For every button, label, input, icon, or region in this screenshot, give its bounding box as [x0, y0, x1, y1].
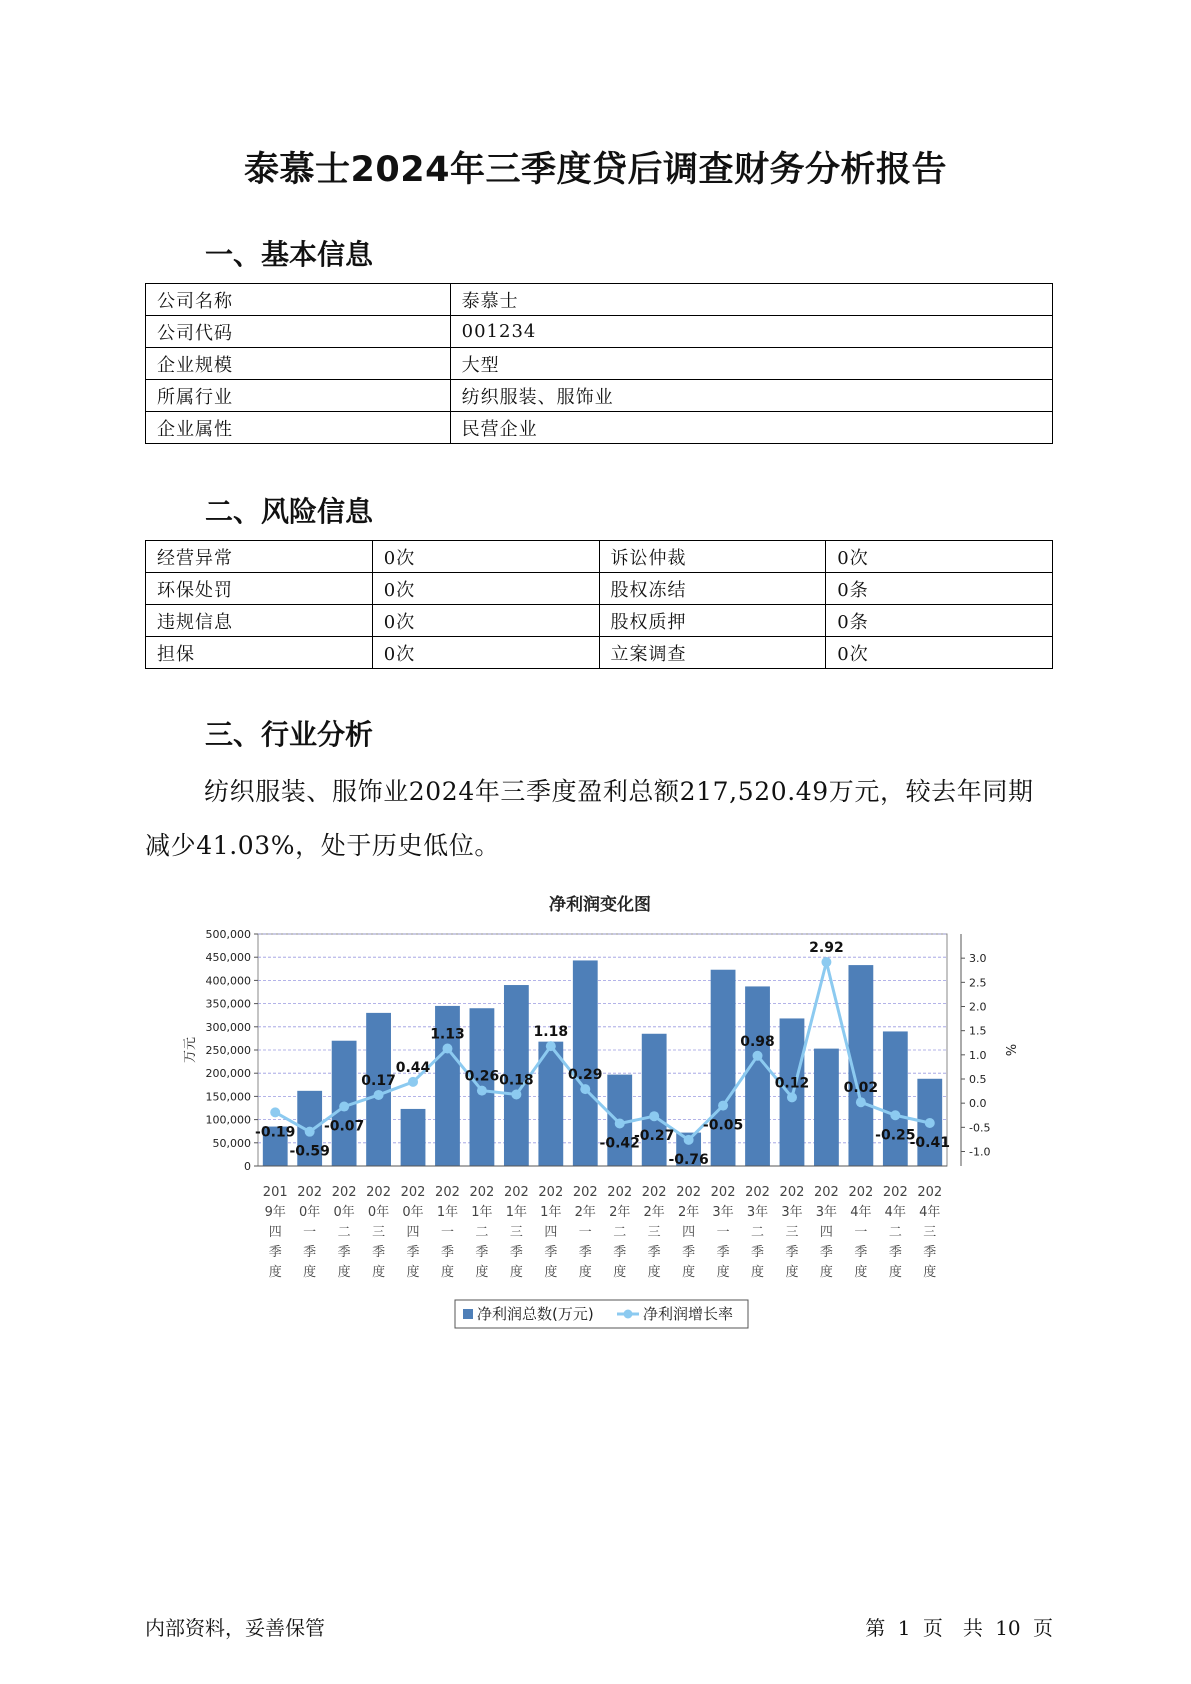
- x-tick-label: 201: [262, 1185, 288, 1200]
- risk-value: 0条: [826, 573, 1053, 605]
- x-tick-label: 三: [509, 1225, 523, 1240]
- growth-rate-point: [305, 1127, 315, 1137]
- risk-value: 0次: [372, 605, 599, 637]
- x-tick-label: 度: [578, 1265, 592, 1280]
- x-tick-label: 202: [607, 1185, 633, 1200]
- industry-analysis-paragraph: 纺织服装、服饰业2024年三季度盈利总额217,520.49万元，较去年同期减少41.03%，处于历史低位。: [145, 777, 1034, 860]
- growth-rate-data-label: 0.98: [740, 1033, 775, 1050]
- y-right-tick-label: 2.0: [969, 1000, 987, 1014]
- risk-label: 违规信息: [146, 605, 373, 637]
- table-row: [146, 284, 1053, 316]
- x-tick-label: 202: [745, 1185, 770, 1200]
- growth-rate-point: [580, 1084, 590, 1094]
- y-left-tick-label: 350,000: [205, 997, 251, 1011]
- growth-rate-data-label: 0.26: [464, 1068, 500, 1085]
- x-tick-label: 度: [303, 1265, 317, 1280]
- growth-rate-data-label: -0.59: [289, 1143, 330, 1160]
- bar: [711, 970, 736, 1166]
- x-tick-label: 202: [676, 1185, 702, 1200]
- basic-info-value: 大型: [450, 348, 1052, 380]
- x-tick-label: 202: [882, 1185, 908, 1200]
- growth-rate-point: [374, 1090, 384, 1100]
- table-row: [146, 605, 1053, 637]
- x-tick-label: 0年: [333, 1205, 355, 1220]
- growth-rate-data-label: -0.76: [668, 1151, 709, 1168]
- x-tick-label: 季: [888, 1245, 902, 1260]
- y-right-tick-label: 2.5: [969, 976, 987, 990]
- y-right-tick-label: 1.5: [969, 1024, 987, 1038]
- x-tick-label: 二: [888, 1225, 902, 1240]
- legend-line-label: 净利润增长率: [643, 1305, 734, 1323]
- growth-rate-point: [615, 1118, 625, 1128]
- risk-info-table: [145, 540, 1053, 669]
- x-tick-label: 度: [337, 1265, 351, 1280]
- growth-rate-data-label: 1.18: [533, 1024, 569, 1041]
- x-tick-label: 3年: [781, 1205, 803, 1220]
- x-tick-label: 度: [923, 1265, 937, 1280]
- growth-rate-point: [856, 1097, 866, 1107]
- y-left-tick-label: 150,000: [205, 1090, 251, 1104]
- x-tick-label: 季: [751, 1245, 765, 1260]
- table-row: [146, 348, 1053, 380]
- x-tick-label: 202: [366, 1185, 391, 1200]
- basic-info-value: 泰慕士: [450, 284, 1052, 316]
- x-tick-label: 2年: [677, 1205, 700, 1220]
- risk-label: 经营异常: [146, 541, 373, 573]
- net-profit-chart: [180, 880, 1020, 1345]
- x-tick-label: 季: [509, 1245, 523, 1260]
- x-tick-label: 1年: [471, 1205, 493, 1220]
- x-tick-label: 三: [372, 1225, 386, 1240]
- page-current: 1: [897, 1616, 911, 1640]
- x-tick-label: 季: [819, 1245, 833, 1260]
- basic-info-label: 企业规模: [146, 348, 451, 380]
- basic-info-label: 企业属性: [146, 412, 451, 444]
- report-title: 泰慕士2024年三季度贷后调查财务分析报告: [244, 150, 947, 190]
- chart-title: 净利润变化图: [549, 895, 651, 915]
- growth-rate-data-label: 0.17: [361, 1072, 396, 1089]
- x-tick-label: 二: [475, 1225, 489, 1240]
- x-tick-label: 四: [268, 1225, 282, 1240]
- x-tick-label: 度: [888, 1265, 902, 1280]
- x-tick-label: 202: [297, 1185, 323, 1200]
- x-tick-label: 202: [331, 1185, 357, 1200]
- growth-rate-data-label: 2.92: [809, 940, 844, 957]
- basic-info-value: 001234: [450, 316, 1052, 348]
- growth-rate-point: [270, 1107, 280, 1117]
- growth-rate-data-label: 0.44: [395, 1059, 431, 1076]
- growth-rate-data-label: -0.41: [909, 1134, 950, 1151]
- x-tick-label: 9年: [264, 1205, 286, 1220]
- x-tick-label: 季: [372, 1245, 386, 1260]
- table-row: [146, 316, 1053, 348]
- x-tick-label: 3年: [746, 1205, 769, 1220]
- y-right-axis-title: %: [1002, 1043, 1017, 1057]
- risk-label: 立案调查: [599, 637, 826, 669]
- table-row: [146, 380, 1053, 412]
- risk-value: 0次: [826, 541, 1053, 573]
- y-left-tick-label: 250,000: [205, 1044, 251, 1057]
- x-tick-label: 四: [819, 1225, 833, 1240]
- x-tick-label: 202: [503, 1185, 529, 1200]
- table-row: [146, 573, 1053, 605]
- basic-info-label: 公司名称: [146, 284, 451, 316]
- x-tick-label: 季: [682, 1245, 696, 1260]
- x-tick-label: 度: [406, 1265, 420, 1280]
- x-tick-label: 三: [785, 1225, 799, 1240]
- x-tick-label: 度: [475, 1265, 489, 1280]
- x-tick-label: 季: [303, 1245, 317, 1260]
- basic-info-label: 所属行业: [146, 380, 451, 412]
- growth-rate-point: [718, 1101, 728, 1111]
- section-heading-risk-info: 二、风险信息: [205, 495, 374, 528]
- x-tick-label: 季: [268, 1245, 282, 1260]
- risk-label: 环保处罚: [146, 573, 373, 605]
- growth-rate-point: [511, 1089, 521, 1099]
- x-tick-label: 202: [779, 1185, 805, 1200]
- x-tick-label: 0年: [402, 1205, 424, 1220]
- x-tick-label: 季: [785, 1245, 799, 1260]
- x-tick-label: 202: [435, 1185, 460, 1200]
- basic-info-label: 公司代码: [146, 316, 451, 348]
- x-tick-label: 一: [303, 1225, 317, 1240]
- y-right-tick-label: 0.5: [969, 1073, 987, 1086]
- table-row: [146, 541, 1053, 573]
- x-tick-label: 1年: [436, 1205, 459, 1220]
- legend-bar-label: 净利润总数(万元): [477, 1305, 594, 1323]
- x-tick-label: 三: [647, 1225, 661, 1240]
- x-tick-label: 季: [613, 1245, 627, 1260]
- risk-label: 股权质押: [599, 605, 826, 637]
- bar: [642, 1034, 667, 1166]
- growth-rate-data-label: -0.27: [633, 1128, 675, 1145]
- legend-line-marker: [624, 1310, 633, 1319]
- x-tick-label: 季: [716, 1245, 730, 1260]
- x-tick-label: 季: [475, 1245, 489, 1260]
- x-tick-label: 季: [923, 1245, 937, 1260]
- x-tick-label: 度: [819, 1265, 833, 1280]
- y-left-tick-label: 500,000: [205, 928, 251, 941]
- y-left-tick-label: 450,000: [205, 951, 251, 965]
- growth-rate-point: [753, 1051, 763, 1061]
- x-tick-label: 4年: [884, 1205, 906, 1220]
- x-tick-label: 度: [854, 1265, 868, 1280]
- y-left-tick-label: 300,000: [205, 1020, 251, 1034]
- x-tick-label: 2年: [574, 1205, 596, 1220]
- x-tick-label: 202: [400, 1185, 426, 1200]
- y-right-tick-label: 3.0: [969, 952, 987, 966]
- x-tick-label: 2年: [643, 1205, 665, 1220]
- x-tick-label: 季: [647, 1245, 661, 1260]
- basic-info-value: 民营企业: [450, 412, 1052, 444]
- x-tick-label: 4年: [850, 1205, 872, 1220]
- x-tick-label: 度: [785, 1265, 799, 1280]
- x-tick-label: 202: [710, 1185, 736, 1200]
- y-right-tick-label: 1.0: [969, 1048, 987, 1062]
- x-tick-label: 四: [406, 1225, 420, 1240]
- growth-rate-point: [408, 1077, 418, 1087]
- x-tick-label: 季: [337, 1245, 351, 1260]
- x-tick-label: 一: [440, 1225, 454, 1240]
- x-tick-label: 一: [578, 1225, 592, 1240]
- growth-rate-data-label: 0.12: [774, 1075, 810, 1092]
- x-tick-label: 三: [923, 1225, 937, 1240]
- x-tick-label: 202: [572, 1185, 598, 1200]
- growth-rate-point: [890, 1110, 900, 1120]
- x-tick-label: 202: [469, 1185, 495, 1200]
- page-prefix: 第: [865, 1616, 886, 1640]
- x-tick-label: 二: [751, 1225, 765, 1240]
- x-tick-label: 度: [647, 1265, 661, 1280]
- growth-rate-data-label: -0.42: [599, 1135, 640, 1152]
- risk-value: 0次: [826, 637, 1053, 669]
- section-heading-basic-info: 一、基本信息: [205, 238, 374, 271]
- x-tick-label: 202: [814, 1185, 839, 1200]
- x-tick-label: 季: [544, 1245, 558, 1260]
- x-tick-label: 202: [917, 1185, 943, 1200]
- page-mid: 页 共: [922, 1616, 983, 1640]
- y-right-tick-label: -0.5: [969, 1121, 991, 1135]
- risk-label: 担保: [146, 637, 373, 669]
- growth-rate-point: [546, 1041, 556, 1051]
- x-tick-label: 二: [337, 1225, 351, 1240]
- legend-bar-swatch: [463, 1309, 473, 1319]
- risk-value: 0条: [826, 605, 1053, 637]
- x-tick-label: 四: [682, 1225, 696, 1240]
- section-heading-industry-analysis: 三、行业分析: [205, 718, 374, 751]
- footer-confidential-note: 内部资料，妥善保管: [145, 1616, 325, 1640]
- risk-label: 诉讼仲裁: [599, 541, 826, 573]
- y-left-axis-title: 万元: [183, 1036, 198, 1064]
- x-tick-label: 四: [544, 1225, 558, 1240]
- growth-rate-data-label: 0.02: [843, 1080, 879, 1097]
- growth-rate-data-label: -0.25: [875, 1127, 916, 1144]
- bar: [814, 1049, 839, 1166]
- page-suffix: 页: [1033, 1616, 1053, 1640]
- growth-rate-point: [442, 1044, 452, 1054]
- y-left-tick-label: 50,000: [212, 1136, 251, 1150]
- growth-rate-data-label: 0.18: [499, 1072, 534, 1089]
- x-tick-label: 季: [578, 1245, 592, 1260]
- risk-label: 股权冻结: [599, 573, 826, 605]
- table-row: [146, 637, 1053, 669]
- x-tick-label: 二: [613, 1225, 627, 1240]
- growth-rate-data-label: -0.07: [323, 1118, 365, 1135]
- x-tick-label: 0年: [367, 1205, 390, 1220]
- x-tick-label: 度: [509, 1265, 523, 1280]
- x-tick-label: 1年: [540, 1205, 562, 1220]
- growth-rate-point: [787, 1092, 797, 1102]
- x-tick-label: 2年: [609, 1205, 631, 1220]
- x-tick-label: 0年: [299, 1205, 321, 1220]
- bar: [883, 1031, 908, 1166]
- y-right-tick-label: 0.0: [969, 1097, 987, 1111]
- growth-rate-data-label: -0.19: [255, 1124, 296, 1141]
- risk-value: 0次: [372, 637, 599, 669]
- x-tick-label: 季: [440, 1245, 454, 1260]
- growth-rate-point: [339, 1102, 349, 1112]
- bar: [401, 1109, 426, 1166]
- x-tick-label: 一: [716, 1225, 730, 1240]
- growth-rate-point: [477, 1086, 487, 1096]
- bar: [573, 960, 598, 1166]
- x-tick-label: 3年: [815, 1205, 838, 1220]
- growth-rate-point: [649, 1111, 659, 1121]
- y-left-tick-label: 200,000: [205, 1067, 251, 1081]
- x-tick-label: 一: [854, 1225, 868, 1240]
- x-tick-label: 度: [268, 1265, 282, 1280]
- x-tick-label: 度: [613, 1265, 627, 1280]
- x-tick-label: 季: [854, 1245, 868, 1260]
- growth-rate-point: [925, 1118, 935, 1128]
- growth-rate-data-label: -0.05: [702, 1117, 744, 1134]
- y-left-tick-label: 100,000: [205, 1113, 251, 1127]
- x-tick-label: 202: [641, 1185, 667, 1200]
- growth-rate-point: [821, 957, 831, 967]
- page-number: [859, 1612, 1053, 1641]
- page-total: 10: [995, 1616, 1021, 1640]
- x-tick-label: 3年: [712, 1205, 734, 1220]
- growth-rate-data-label: 0.29: [568, 1067, 603, 1084]
- x-tick-label: 4年: [919, 1205, 941, 1220]
- x-tick-label: 202: [538, 1185, 564, 1200]
- y-left-tick-label: 0: [244, 1160, 251, 1173]
- y-right-tick-label: -1.0: [969, 1145, 991, 1159]
- basic-info-table: [145, 283, 1053, 444]
- risk-value: 0次: [372, 573, 599, 605]
- y-left-tick-label: 400,000: [205, 974, 251, 988]
- table-row: [146, 412, 1053, 444]
- x-tick-label: 度: [544, 1265, 558, 1280]
- bar: [745, 986, 770, 1166]
- x-tick-label: 度: [751, 1265, 765, 1280]
- risk-value: 0次: [372, 541, 599, 573]
- growth-rate-point: [684, 1135, 694, 1145]
- x-tick-label: 度: [372, 1265, 386, 1280]
- x-tick-label: 202: [848, 1185, 874, 1200]
- basic-info-value: 纺织服装、服饰业: [450, 380, 1052, 412]
- x-tick-label: 1年: [505, 1205, 528, 1220]
- x-tick-label: 度: [440, 1265, 454, 1280]
- x-tick-label: 度: [716, 1265, 730, 1280]
- x-tick-label: 季: [406, 1245, 420, 1260]
- bar: [366, 1013, 391, 1166]
- x-tick-label: 度: [682, 1265, 696, 1280]
- growth-rate-data-label: 1.13: [430, 1026, 465, 1043]
